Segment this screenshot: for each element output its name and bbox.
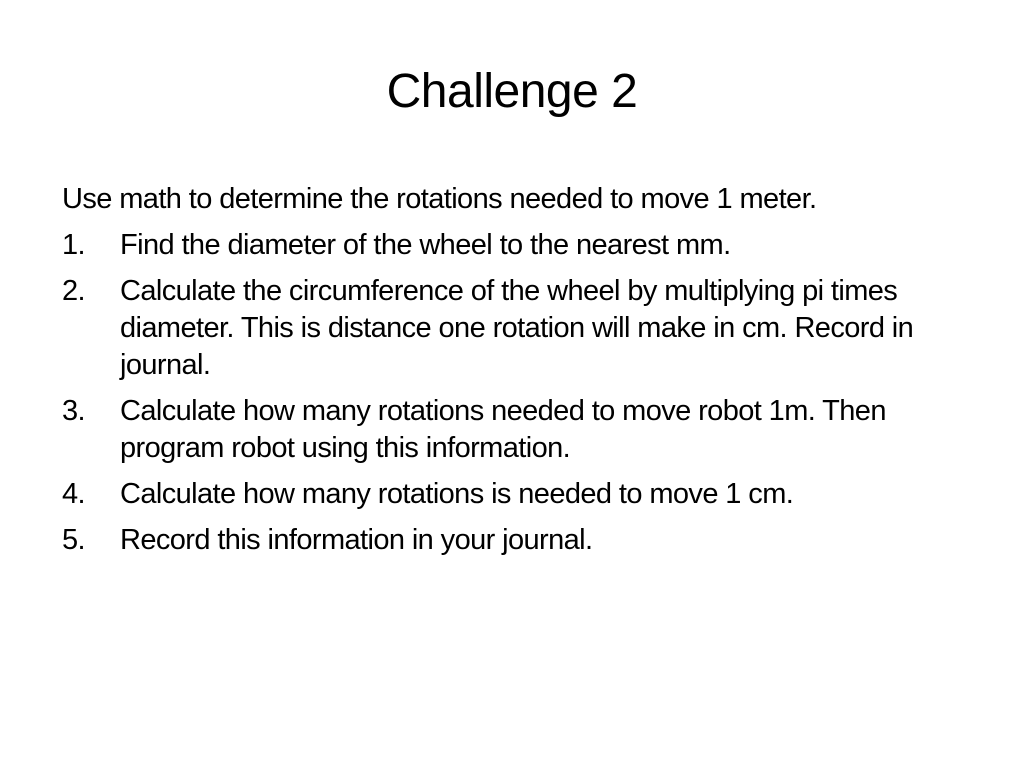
intro-paragraph: Use math to determine the rotations needed to move 1 meter. — [62, 183, 817, 215]
step-item — [62, 393, 962, 467]
step-number: 2. — [62, 275, 85, 307]
slide-title: Challenge 2 — [386, 65, 638, 118]
step-text: Find the diameter of the wheel to the nearest mm. — [120, 229, 731, 261]
step-text: Calculate how many rotations is needed to move 1 cm. — [120, 478, 794, 510]
step-item — [62, 476, 962, 513]
step-text: Record this information in your journal. — [120, 524, 593, 556]
step-item — [62, 273, 962, 384]
step-number: 3. — [62, 395, 85, 427]
slide-body — [62, 181, 962, 568]
step-text: Calculate the circumference of the wheel by multiplying pi times diameter. This is distance one rotation will make in cm. Record in journal. — [120, 275, 914, 381]
step-item — [62, 522, 962, 559]
step-text: Calculate how many rotations needed to move robot 1m. Then program robot using this information. — [120, 395, 886, 464]
step-number: 5. — [62, 524, 85, 556]
step-number: 1. — [62, 229, 85, 261]
step-number: 4. — [62, 478, 85, 510]
step-item — [62, 227, 962, 264]
steps-list — [62, 227, 962, 559]
